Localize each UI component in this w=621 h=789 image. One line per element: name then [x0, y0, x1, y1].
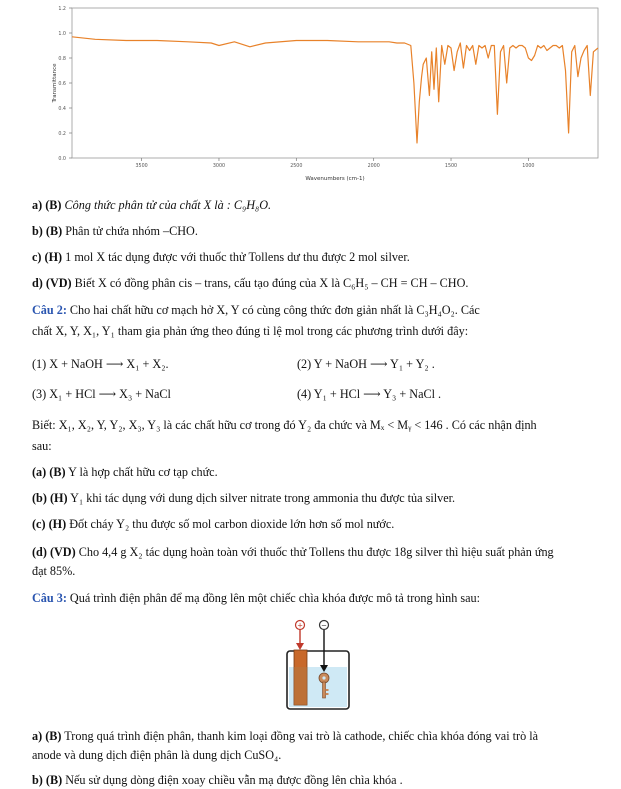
q3-label: Câu 3:	[32, 591, 67, 605]
q1-a-tag: a) (B)	[32, 198, 62, 212]
q3-intro	[32, 589, 603, 607]
y-tick-label-3: 0.6	[58, 82, 66, 87]
plot-area	[72, 8, 598, 158]
q3-statement-b	[32, 771, 603, 789]
y-tick-label-0: 0.0	[58, 157, 66, 162]
q2-statement-b	[32, 489, 603, 507]
q2-statement-a	[32, 463, 603, 481]
q2-known2: sau:	[32, 439, 52, 453]
q2-b-tag: (b) (H)	[32, 491, 68, 505]
q3-a-text2: anode và dung dịch điện phân là dung dịch CuSO₄.	[32, 748, 282, 762]
minus-sign: −	[321, 621, 327, 630]
q3-b-tag: b) (B)	[32, 773, 63, 787]
q1-a-text: Công thức phân tử của chất X là : C₉H₈O.	[64, 198, 272, 212]
x-tick-label-4: 1500	[444, 164, 458, 169]
q3-b-text: Nếu sử dụng dòng điện xoay chiều vẫn mạ được đồng lên chìa khóa .	[65, 773, 403, 787]
q2-d-text1: Cho 4,4 g X₂ tác dụng hoàn toàn với thuốc thử Tollens thu được 18g silver thì hiệu suất phản ứng	[78, 545, 554, 559]
q2-eq1: (1) X + NaOH ⟶ X₁ + X₂.	[32, 357, 169, 371]
q2-eq2: (2) Y + NaOH ⟶ Y₁ + Y₂ .	[297, 357, 435, 371]
electrolysis-diagram	[283, 617, 353, 712]
q2-label: Câu 2:	[32, 303, 67, 317]
q1-statement-b	[32, 222, 603, 240]
q3-a-tag: a) (B)	[32, 729, 62, 743]
y-tick-label-6: 1.2	[58, 7, 66, 12]
q2-d-text2: đạt 85%.	[32, 564, 76, 578]
q2-d-tag: (d) (VD)	[32, 545, 76, 559]
x-tick-label-3: 2000	[367, 164, 380, 169]
q2-intro2: chất X, Y, X₁, Y₁ tham gia phản ứng theo đúng tỉ lệ mol trong các phương trình dưới đây:	[32, 324, 469, 338]
q2-c-tag: (c) (H)	[32, 517, 67, 531]
q2-intro-line1	[32, 301, 603, 319]
plus-sign: +	[297, 621, 303, 630]
x-tick-label-0: 3500	[135, 164, 148, 169]
q2-eq4: (4) Y₁ + HCl ⟶ Y₃ + NaCl .	[297, 387, 442, 401]
q2-intro-line2	[32, 322, 603, 340]
q2-a-tag: (a) (B)	[32, 465, 66, 479]
q1-b-text: Phân tử chứa nhóm –CHO.	[65, 224, 198, 238]
q2-equation-row-2	[32, 385, 603, 403]
x-axis-label: Wavenumbers (cm-1)	[305, 176, 365, 182]
electrolysis-apparatus	[283, 617, 353, 712]
q1-c-tag: c) (H)	[32, 250, 63, 264]
q1-statement-d	[32, 274, 603, 292]
x-tick-label-2: 2500	[290, 164, 303, 169]
x-tick-label-5: 1000	[522, 164, 535, 169]
q1-d-text: Biết X có đồng phân cis – trans, cấu tạo đúng của X là C₆H₅ – CH = CH – CHO.	[74, 276, 469, 290]
q3-statement-a-line1	[32, 727, 603, 745]
key-tooth-2	[326, 693, 329, 695]
key-shaft	[323, 682, 326, 698]
key-hole	[322, 676, 325, 679]
key-tooth-1	[326, 689, 329, 691]
ir-spectrum-chart	[20, 0, 610, 190]
q1-statement-c	[32, 248, 603, 266]
anode-arrow-icon	[296, 643, 304, 650]
q2-known-line2	[32, 437, 603, 455]
q1-d-tag: d) (VD)	[32, 276, 72, 290]
q2-statement-d-line2	[32, 562, 603, 580]
q1-statement-a	[32, 196, 603, 214]
q2-b-text: Y₁ khi tác dụng với dung dịch silver nitrate trong ammonia thu được tủa silver.	[70, 491, 456, 505]
x-tick-label-1: 3000	[212, 164, 226, 169]
q2-known1: Biết: X₁, X₂, Y, Y₂, X₃, Y₃ là các chất hữu cơ trong đó Y₂ đa chức và Mₓ < Mᵧ < 146 . Có các nhận định	[32, 418, 537, 432]
q3-statement-a-line2	[32, 746, 603, 764]
q2-eq3: (3) X₁ + HCl ⟶ X₃ + NaCl	[32, 387, 171, 401]
y-tick-label-5: 1.0	[58, 32, 66, 37]
y-tick-label-1: 0.2	[58, 132, 66, 137]
q2-known-line1	[32, 416, 603, 434]
y-tick-label-2: 0.4	[58, 107, 66, 112]
q1-c-text: 1 mol X tác dụng được với thuốc thử Tollens dư thu được 2 mol silver.	[65, 250, 410, 264]
q3-text: Quá trình điện phân để mạ đồng lên một chiếc chìa khóa được mô tả trong hình sau:	[69, 591, 480, 605]
q2-c-text: Đốt cháy Y₂ thu được số mol carbon dioxide lớn hơn số mol nước.	[69, 517, 395, 531]
y-tick-label-4: 0.8	[58, 57, 66, 62]
q1-b-tag: b) (B)	[32, 224, 63, 238]
q2-equation-row-1	[32, 355, 603, 373]
q2-statement-c	[32, 515, 603, 533]
copper-bar-submerged	[294, 667, 307, 705]
q3-a-text1: Trong quá trình điện phân, thanh kim loại đồng vai trò là cathode, chiếc chìa khóa đóng vai trò là	[64, 729, 539, 743]
q2-a-text: Y là hợp chất hữu cơ tạp chức.	[68, 465, 218, 479]
q2-intro1: Cho hai chất hữu cơ mạch hở X, Y có cùng công thức đơn giản nhất là C₃H₄O₂. Các	[69, 303, 480, 317]
q2-statement-d-line1	[32, 543, 603, 561]
ir-spectrum-svg	[20, 0, 610, 190]
y-axis-label: Transmittance	[52, 63, 58, 103]
